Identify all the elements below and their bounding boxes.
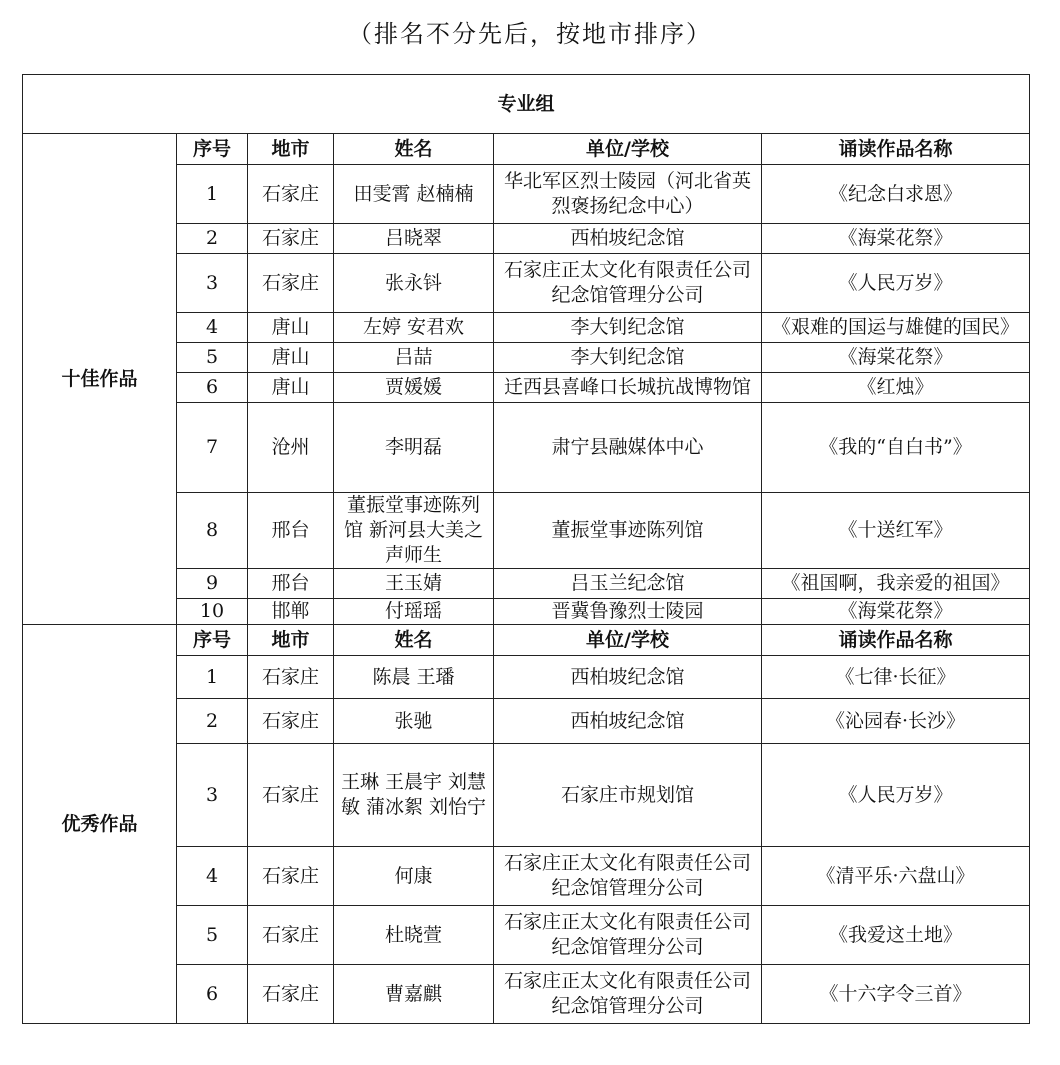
row-name: 曹嘉麒 [334, 965, 494, 1024]
row-work: 《我爱这土地》 [762, 906, 1030, 965]
header-city: 地市 [248, 134, 334, 165]
row-unit: 董振堂事迹陈列馆 [494, 493, 762, 569]
row-name: 张驰 [334, 699, 494, 744]
row-number: 1 [177, 656, 248, 699]
row-work: 《红烛》 [762, 373, 1030, 403]
row-work: 《海棠花祭》 [762, 224, 1030, 254]
row-city: 邢台 [248, 493, 334, 569]
row-city: 石家庄 [248, 965, 334, 1024]
row-city: 石家庄 [248, 744, 334, 847]
row-name: 吕喆 [334, 343, 494, 373]
row-city: 唐山 [248, 343, 334, 373]
row-number: 6 [177, 965, 248, 1024]
row-work: 《清平乐·六盘山》 [762, 847, 1030, 906]
row-city: 沧州 [248, 403, 334, 493]
row-work: 《祖国啊，我亲爱的祖国》 [762, 569, 1030, 599]
category-label: 优秀作品 [23, 625, 177, 1024]
row-unit: 西柏坡纪念馆 [494, 224, 762, 254]
row-unit: 石家庄正太文化有限责任公司纪念馆管理分公司 [494, 906, 762, 965]
row-city: 邢台 [248, 569, 334, 599]
row-name: 何康 [334, 847, 494, 906]
row-name: 杜晓萱 [334, 906, 494, 965]
row-number: 7 [177, 403, 248, 493]
row-unit: 李大钊纪念馆 [494, 313, 762, 343]
row-unit: 石家庄正太文化有限责任公司纪念馆管理分公司 [494, 847, 762, 906]
row-work: 《海棠花祭》 [762, 599, 1030, 625]
row-name: 左婷 安君欢 [334, 313, 494, 343]
ranking-note: （排名不分先后，按地市排序） [348, 20, 712, 48]
header-no: 序号 [177, 134, 248, 165]
header-work: 诵读作品名称 [762, 625, 1030, 656]
row-number: 5 [177, 906, 248, 965]
row-unit: 迁西县喜峰口长城抗战博物馆 [494, 373, 762, 403]
row-city: 石家庄 [248, 699, 334, 744]
category-label: 十佳作品 [23, 134, 177, 625]
row-unit: 晋冀鲁豫烈士陵园 [494, 599, 762, 625]
row-work: 《七律·长征》 [762, 656, 1030, 699]
row-number: 8 [177, 493, 248, 569]
row-unit: 石家庄市规划馆 [494, 744, 762, 847]
row-number: 2 [177, 224, 248, 254]
row-name: 付瑶瑶 [334, 599, 494, 625]
row-work: 《沁园春·长沙》 [762, 699, 1030, 744]
row-work: 《人民万岁》 [762, 254, 1030, 313]
row-number: 2 [177, 699, 248, 744]
header-unit: 单位/学校 [494, 625, 762, 656]
row-name: 陈晨 王璠 [334, 656, 494, 699]
row-name: 董振堂事迹陈列馆 新河县大美之声师生 [334, 493, 494, 569]
row-number: 10 [177, 599, 248, 625]
row-city: 唐山 [248, 373, 334, 403]
row-city: 石家庄 [248, 656, 334, 699]
header-work: 诵读作品名称 [762, 134, 1030, 165]
header-unit: 单位/学校 [494, 134, 762, 165]
row-unit: 吕玉兰纪念馆 [494, 569, 762, 599]
row-unit: 肃宁县融媒体中心 [494, 403, 762, 493]
row-name: 李明磊 [334, 403, 494, 493]
header-row [23, 625, 1030, 656]
row-unit: 西柏坡纪念馆 [494, 699, 762, 744]
row-number: 3 [177, 744, 248, 847]
awards-table [22, 74, 1030, 1024]
row-name: 王琳 王晨宇 刘慧敏 蒲冰絮 刘怡宁 [334, 744, 494, 847]
row-unit: 西柏坡纪念馆 [494, 656, 762, 699]
row-city: 石家庄 [248, 224, 334, 254]
row-number: 3 [177, 254, 248, 313]
row-work: 《十六字令三首》 [762, 965, 1030, 1024]
row-name: 张永钭 [334, 254, 494, 313]
group-title: 专业组 [23, 75, 1030, 134]
row-unit: 石家庄正太文化有限责任公司纪念馆管理分公司 [494, 254, 762, 313]
row-work: 《海棠花祭》 [762, 343, 1030, 373]
row-number: 6 [177, 373, 248, 403]
row-unit: 石家庄正太文化有限责任公司纪念馆管理分公司 [494, 965, 762, 1024]
header-name: 姓名 [334, 134, 494, 165]
row-number: 4 [177, 847, 248, 906]
row-number: 9 [177, 569, 248, 599]
group-title-row [23, 75, 1030, 134]
row-name: 王玉婧 [334, 569, 494, 599]
row-name: 田雯霄 赵楠楠 [334, 165, 494, 224]
row-name: 贾媛媛 [334, 373, 494, 403]
header-city: 地市 [248, 625, 334, 656]
row-city: 石家庄 [248, 847, 334, 906]
row-work: 《我的“自白书”》 [762, 403, 1030, 493]
row-city: 石家庄 [248, 165, 334, 224]
row-number: 1 [177, 165, 248, 224]
row-number: 5 [177, 343, 248, 373]
row-city: 邯郸 [248, 599, 334, 625]
row-work: 《十送红军》 [762, 493, 1030, 569]
header-name: 姓名 [334, 625, 494, 656]
header-row [23, 134, 1030, 165]
row-city: 石家庄 [248, 906, 334, 965]
row-work: 《人民万岁》 [762, 744, 1030, 847]
row-unit: 李大钊纪念馆 [494, 343, 762, 373]
row-city: 唐山 [248, 313, 334, 343]
row-name: 吕晓翠 [334, 224, 494, 254]
row-unit: 华北军区烈士陵园（河北省英烈褒扬纪念中心） [494, 165, 762, 224]
row-number: 4 [177, 313, 248, 343]
row-work: 《纪念白求恩》 [762, 165, 1030, 224]
header-no: 序号 [177, 625, 248, 656]
row-work: 《艰难的国运与雄健的国民》 [762, 313, 1030, 343]
row-city: 石家庄 [248, 254, 334, 313]
